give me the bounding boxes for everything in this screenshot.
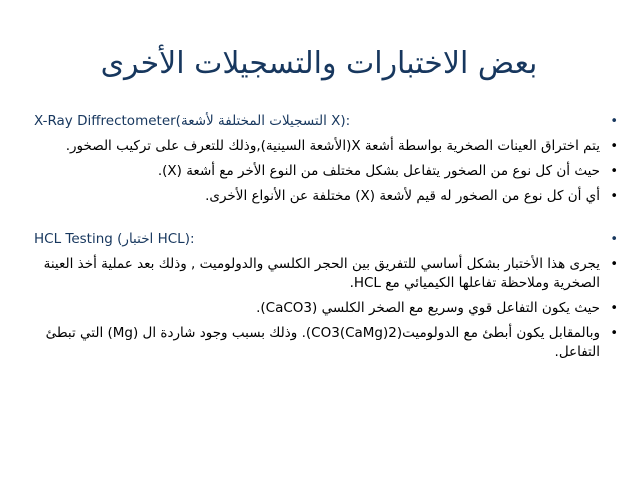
bullet-hcl-1: • يجرى هذا الأختبار بشكل أساسي للتفريق بين الحجر الكلسي والدولوميت , وذلك بعد عملية أخذ العينة الصخرية وملاحظة تفاعلها الكيميائي مع HCL. [34, 255, 618, 293]
section-spacer [34, 212, 618, 230]
bullet-list [34, 112, 618, 368]
bullet-hcl-2: • حيث يكون التفاعل قوي وسريع مع الصخر الكلسي (CaCO3). [34, 299, 618, 318]
bullet-hcl-3: • وبالمقابل يكون أبطئ مع الدولوميت(CO3(CaMg)2). وذلك بسبب وجود شاردة ال (Mg) التي تبطئ التفاعل. [34, 324, 618, 362]
slide-title: بعض الاختبارات والتسجيلات الأخرى [100, 46, 538, 81]
section-heading-hcl: • HCL Testing (اختبار HCL): [34, 230, 618, 249]
section-heading-xray: • X-Ray Diffrectometer(التسجيلات المختلفة لأشعة X): [34, 112, 618, 131]
bullet-xray-2: • حيث أن كل نوع من الصخور يتفاعل بشكل مختلف من النوع الأخر مع أشعة (X). [34, 162, 618, 181]
bullet-xray-3: • أي أن كل نوع من الصخور له قيم لأشعة (X) مختلفة عن الأنواع الأخرى. [34, 187, 618, 206]
bullet-xray-1: • يتم اختراق العينات الصخرية بواسطة أشعة X(الأشعة السينية),وذلك للتعرف على تركيب الصخور. [34, 137, 618, 156]
